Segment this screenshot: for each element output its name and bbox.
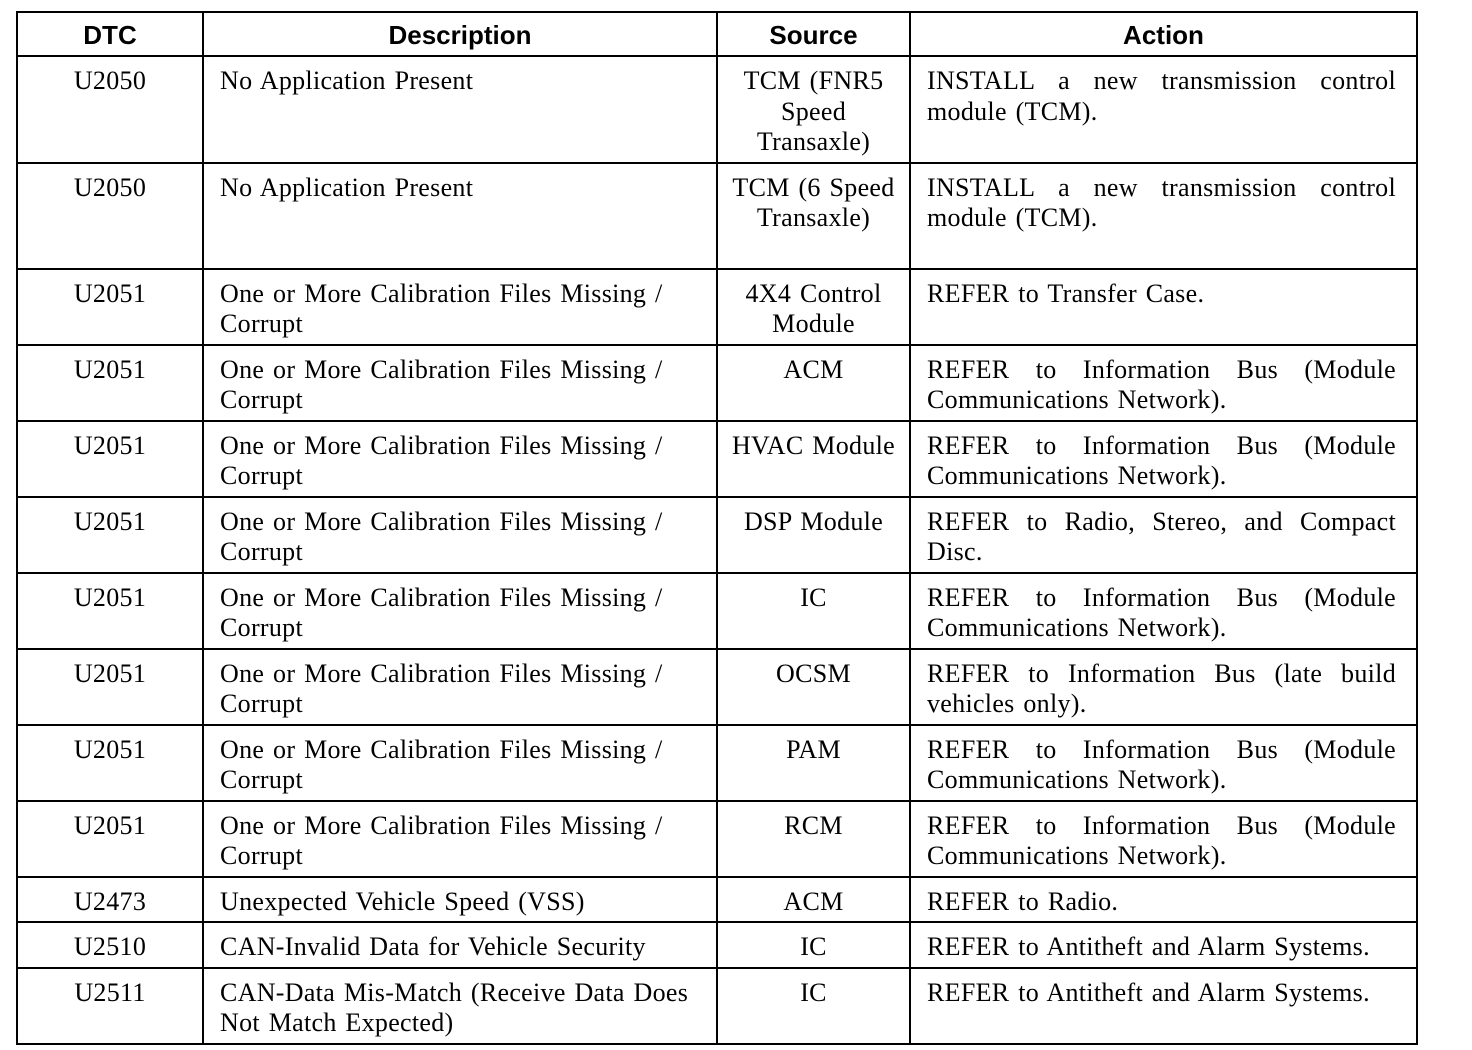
dtc-source: PAM: [717, 725, 910, 801]
dtc-source: TCM (FNR5 Speed Transaxle): [717, 56, 910, 163]
dtc-code: U2051: [17, 345, 203, 421]
header-action: Action: [910, 12, 1417, 56]
dtc-action: REFER to Antitheft and Alarm Systems.: [910, 922, 1417, 968]
dtc-code: U2051: [17, 801, 203, 877]
dtc-action: REFER to Information Bus (Module Communications Network).: [910, 345, 1417, 421]
table-row: [17, 573, 1417, 649]
dtc-code: U2511: [17, 968, 203, 1044]
header-row: [17, 12, 1417, 56]
header-dtc: DTC: [17, 12, 203, 56]
dtc-source: DSP Module: [717, 497, 910, 573]
dtc-source: RCM: [717, 801, 910, 877]
dtc-action: INSTALL a new transmission control module (TCM).: [910, 163, 1417, 269]
dtc-code: U2051: [17, 421, 203, 497]
dtc-action: REFER to Information Bus (Module Communications Network).: [910, 725, 1417, 801]
dtc-code: U2051: [17, 269, 203, 345]
dtc-description: One or More Calibration Files Missing / Corrupt: [203, 269, 717, 345]
dtc-description: One or More Calibration Files Missing / Corrupt: [203, 573, 717, 649]
dtc-action: REFER to Antitheft and Alarm Systems.: [910, 968, 1417, 1044]
table-row: [17, 801, 1417, 877]
header-source: Source: [717, 12, 910, 56]
dtc-description: One or More Calibration Files Missing / Corrupt: [203, 801, 717, 877]
table-row: [17, 922, 1417, 968]
dtc-source: IC: [717, 573, 910, 649]
dtc-table: [16, 11, 1418, 1045]
dtc-description: Unexpected Vehicle Speed (VSS): [203, 877, 717, 923]
table-row: [17, 649, 1417, 725]
dtc-description: One or More Calibration Files Missing / Corrupt: [203, 725, 717, 801]
dtc-code: U2510: [17, 922, 203, 968]
dtc-action: REFER to Information Bus (Module Communications Network).: [910, 573, 1417, 649]
dtc-action: INSTALL a new transmission control module (TCM).: [910, 56, 1417, 163]
dtc-description: One or More Calibration Files Missing / Corrupt: [203, 421, 717, 497]
dtc-code: U2473: [17, 877, 203, 923]
dtc-source: TCM (6 Speed Transaxle): [717, 163, 910, 269]
table-row: [17, 421, 1417, 497]
table-row: [17, 497, 1417, 573]
table-row: [17, 269, 1417, 345]
dtc-source: OCSM: [717, 649, 910, 725]
dtc-action: REFER to Information Bus (Module Communications Network).: [910, 421, 1417, 497]
table-row: [17, 725, 1417, 801]
dtc-description: CAN-Invalid Data for Vehicle Security: [203, 922, 717, 968]
dtc-action: REFER to Radio.: [910, 877, 1417, 923]
dtc-source: 4X4 Control Module: [717, 269, 910, 345]
dtc-description: One or More Calibration Files Missing / Corrupt: [203, 497, 717, 573]
dtc-code: U2050: [17, 163, 203, 269]
dtc-code: U2051: [17, 649, 203, 725]
dtc-action: REFER to Information Bus (late build vehicles only).: [910, 649, 1417, 725]
table-row: [17, 968, 1417, 1044]
dtc-source: ACM: [717, 877, 910, 923]
dtc-source: ACM: [717, 345, 910, 421]
dtc-code: U2051: [17, 573, 203, 649]
dtc-code: U2051: [17, 497, 203, 573]
dtc-action: REFER to Information Bus (Module Communications Network).: [910, 801, 1417, 877]
dtc-action: REFER to Radio, Stereo, and Compact Disc.: [910, 497, 1417, 573]
dtc-description: No Application Present: [203, 163, 717, 269]
dtc-description: No Application Present: [203, 56, 717, 163]
dtc-description: One or More Calibration Files Missing / Corrupt: [203, 345, 717, 421]
dtc-source: IC: [717, 922, 910, 968]
dtc-description: CAN-Data Mis-Match (Receive Data Does Not Match Expected): [203, 968, 717, 1044]
table-row: [17, 345, 1417, 421]
dtc-source: HVAC Module: [717, 421, 910, 497]
dtc-description: One or More Calibration Files Missing / Corrupt: [203, 649, 717, 725]
table-row: [17, 56, 1417, 163]
dtc-code: U2051: [17, 725, 203, 801]
dtc-source: IC: [717, 968, 910, 1044]
table-row: [17, 163, 1417, 269]
dtc-action: REFER to Transfer Case.: [910, 269, 1417, 345]
dtc-code: U2050: [17, 56, 203, 163]
table-row: [17, 877, 1417, 923]
header-description: Description: [203, 12, 717, 56]
